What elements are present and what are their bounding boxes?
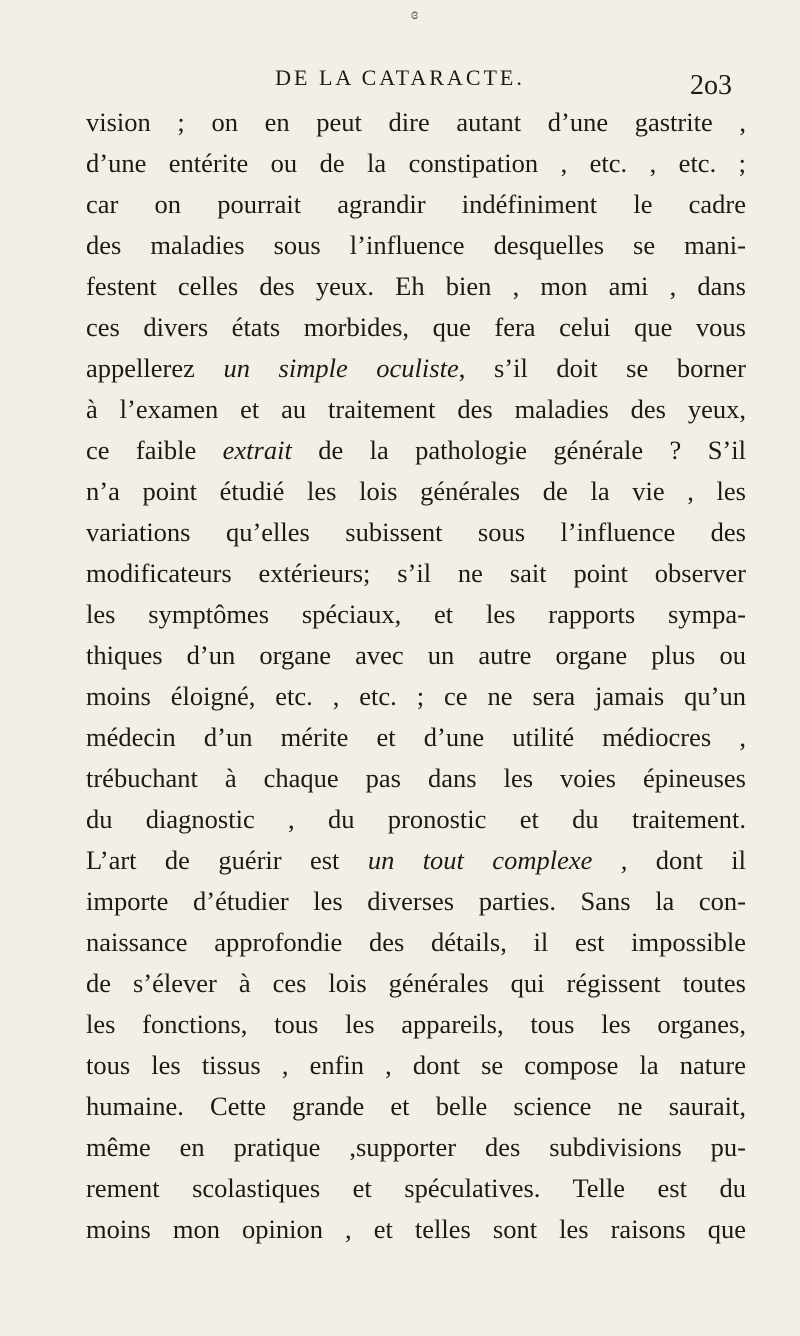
text-line: naissance approfondie des détails, il est impossible xyxy=(86,927,746,957)
text-line: tous les tissus , enfin , dont se compose la nature xyxy=(86,1050,746,1080)
body-text xyxy=(86,102,746,1250)
text-line: vision ; on en peut dire autant d’une gastrite , xyxy=(86,107,746,137)
running-head xyxy=(0,57,800,101)
text-line: à l’examen et au traitement des maladies des yeux, xyxy=(86,394,746,424)
text-line: même en pratique ,supporter des subdivisions pu- xyxy=(86,1132,746,1162)
text-line: appellerez un simple oculiste, s’il doit se borner xyxy=(86,353,746,383)
text-line: L’art de guérir est un tout complexe , dont il xyxy=(86,845,746,875)
text-line: moins éloigné, etc. , etc. ; ce ne sera jamais qu’un xyxy=(86,681,746,711)
text-line: les symptômes spéciaux, et les rapports sympa- xyxy=(86,599,746,629)
text-line: n’a point étudié les lois générales de la vie , les xyxy=(86,476,746,506)
text-line: ce faible extrait de la pathologie générale ? S’il xyxy=(86,435,746,465)
italic-phrase: extrait xyxy=(222,435,292,465)
ink-mark: ɞ xyxy=(411,6,419,23)
text-line: ces divers états morbides, que fera celui que vous xyxy=(86,312,746,342)
text-line: car on pourrait agrandir indéfiniment le cadre xyxy=(86,189,746,219)
text-line: trébuchant à chaque pas dans les voies épineuses xyxy=(86,763,746,793)
text-line: de s’élever à ces lois générales qui régissent toutes xyxy=(86,968,746,998)
running-title: DE LA CATARACTE. xyxy=(275,65,525,90)
text-line: médecin d’un mérite et d’une utilité médiocres , xyxy=(86,722,746,752)
text-line: des maladies sous l’influence desquelles se mani- xyxy=(86,230,746,260)
text-line: modificateurs extérieurs; s’il ne sait point observer xyxy=(86,558,746,588)
text-line: du diagnostic , du pronostic et du traitement. xyxy=(86,804,746,834)
page-number: 2o3 xyxy=(690,70,732,101)
text-line: les fonctions, tous les appareils, tous les organes, xyxy=(86,1009,746,1039)
text-line: d’une entérite ou de la constipation , etc. , etc. ; xyxy=(86,148,746,178)
text-line: variations qu’elles subissent sous l’influence des xyxy=(86,517,746,547)
text-line: moins mon opinion , et telles sont les raisons que xyxy=(86,1214,746,1244)
italic-phrase: un tout complexe , xyxy=(367,845,628,875)
italic-phrase: un simple oculiste xyxy=(223,353,459,383)
text-line: thiques d’un organe avec un autre organe plus ou xyxy=(86,640,746,670)
text-line: humaine. Cette grande et belle science ne saurait, xyxy=(86,1091,746,1121)
text-line: festent celles des yeux. Eh bien , mon ami , dans xyxy=(86,271,746,301)
text-line: rement scolastiques et spéculatives. Telle est du xyxy=(86,1173,746,1203)
text-line: importe d’étudier les diverses parties. Sans la con- xyxy=(86,886,746,916)
